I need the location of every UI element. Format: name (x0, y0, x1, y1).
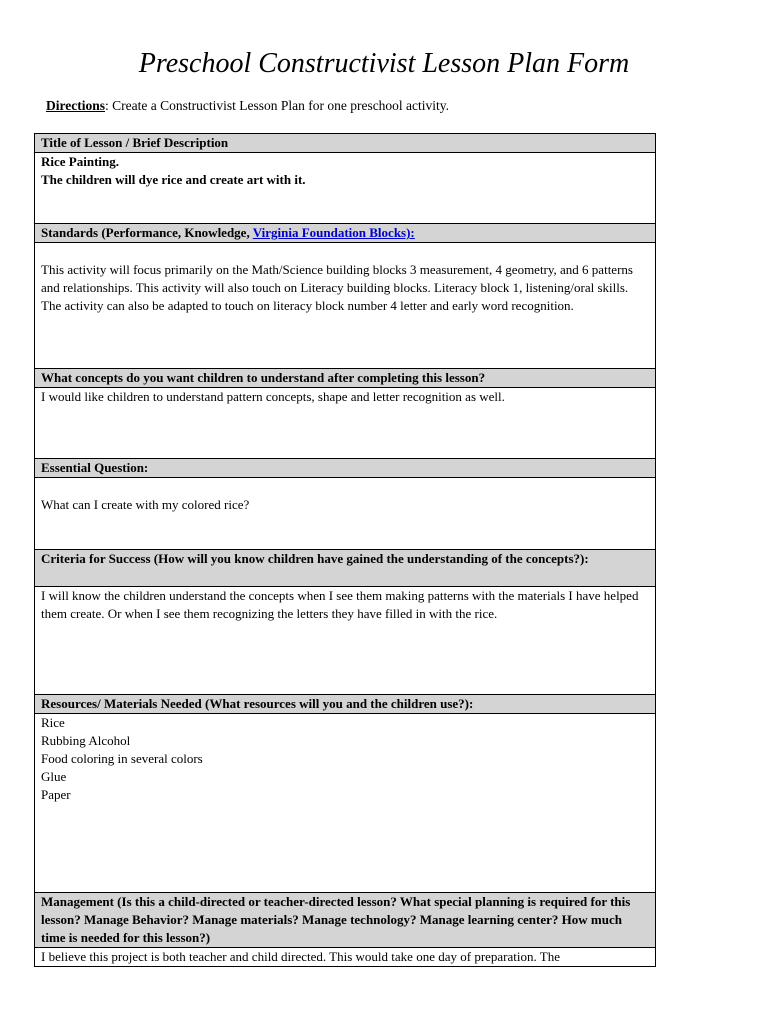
document-title: Preschool Constructivist Lesson Plan Form (138, 48, 630, 79)
management-header: Management (Is this a child-directed or teacher-directed lesson? What special planning is required for this lesson? Manage Behavior? Manage materials? Manage technology? Manage learning center? How much time is needed for this lesson?) (35, 893, 655, 948)
resource-item: Paper (41, 787, 71, 802)
standards-body (35, 243, 655, 369)
lesson-description-line: The children will dye rice and create art with it. (41, 172, 306, 187)
resources-header: Resources/ Materials Needed (What resources will you and the children use?): (35, 695, 655, 714)
concepts-body (35, 388, 655, 459)
standards-text: This activity will focus primarily on the Math/Science building blocks 3 measurement, 4 geometry, and 6 patterns and relationships. This activity will also touch on Literacy building blocks. Literacy block 1, listening/oral skills. The activity can also be adapted to touch on literacy block number 4 letter and early word recognition. (41, 262, 633, 313)
essential-question-text: What can I create with my colored rice? (41, 497, 250, 512)
resources-body (35, 714, 655, 893)
standards-header (35, 224, 655, 243)
essential-question-body (35, 478, 655, 550)
lesson-plan-form (34, 133, 656, 967)
management-text: I believe this project is both teacher and child directed. This would take one day of preparation. The (41, 949, 560, 964)
directions (46, 97, 449, 115)
lesson-title-line: Rice Painting. (41, 154, 119, 169)
resource-item: Rubbing Alcohol (41, 733, 131, 748)
essential-question-header: Essential Question: (35, 459, 655, 478)
standards-header-text: Standards (Performance, Knowledge, (41, 225, 253, 240)
concepts-header: What concepts do you want children to understand after completing this lesson? (35, 369, 655, 388)
title-of-lesson-body (35, 153, 655, 224)
criteria-body (35, 587, 655, 695)
resource-item: Glue (41, 769, 67, 784)
title-of-lesson-header: Title of Lesson / Brief Description (35, 134, 655, 153)
criteria-header: Criteria for Success (How will you know children have gained the understanding of the concepts?): (35, 550, 655, 587)
directions-label: Directions (46, 98, 105, 113)
directions-text: : Create a Constructivist Lesson Plan for one preschool activity. (105, 98, 450, 113)
criteria-text: I will know the children understand the concepts when I see them making patterns with the materials I have helped them create. Or when I see them recognizing the letters they have filled in with the rice. (41, 588, 639, 621)
resource-item: Rice (41, 715, 65, 730)
management-body (35, 948, 655, 967)
resource-item: Food coloring in several colors (41, 751, 203, 766)
concepts-text: I would like children to understand pattern concepts, shape and letter recognition as well. (41, 389, 505, 404)
virginia-foundation-blocks-link[interactable]: Virginia Foundation Blocks): (252, 225, 415, 240)
